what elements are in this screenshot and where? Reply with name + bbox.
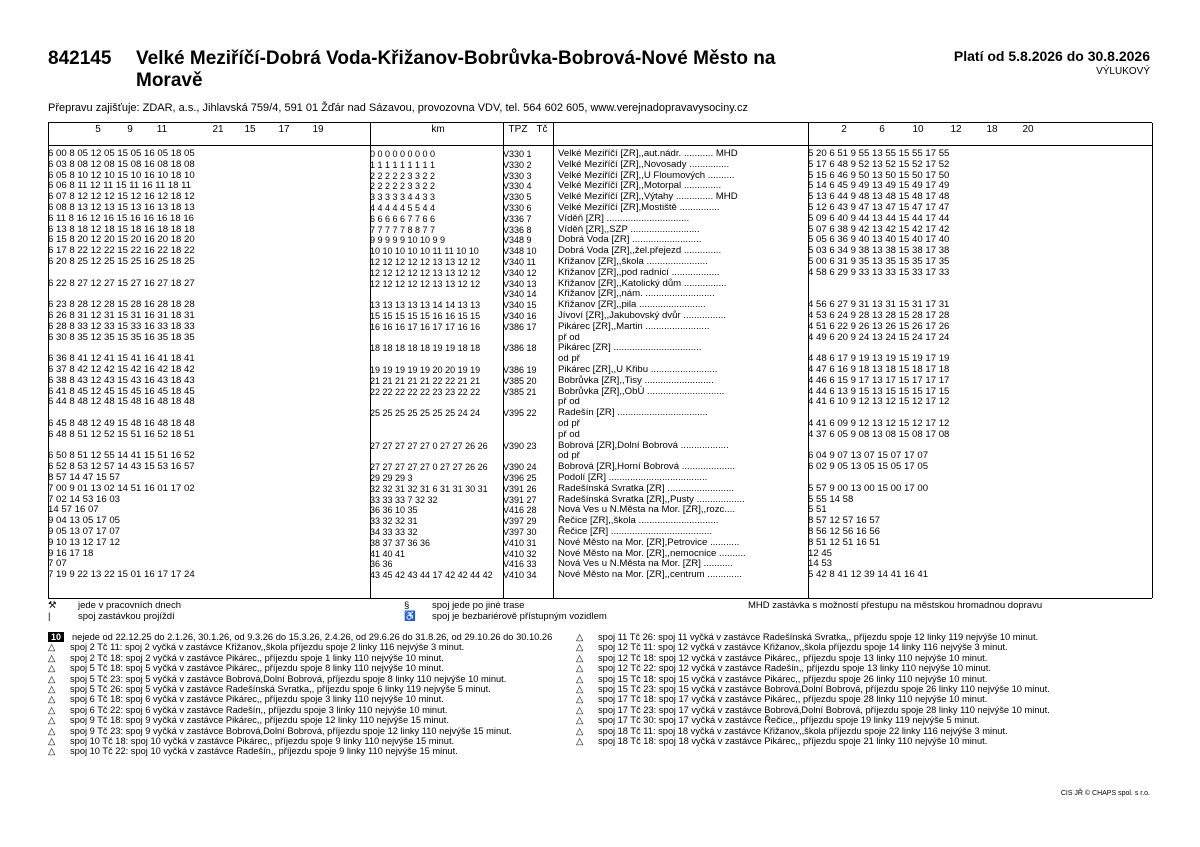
km-values: 33 33 33 7 32 32 [370,494,438,505]
tpz-code: V385 20 [503,375,537,386]
note-text: spoj 18 Tč 18: spoj 18 vyčká v zastávce Pikárec,, příjezdu spoje 21 linky 110 nejvýše 10 minut. [598,736,988,747]
note-item [48,642,568,652]
stop-name: Nová Ves u N.Města na Mor. [ZR] ........... [558,558,733,570]
tpz-code: V340 13 [503,278,537,289]
tpz-code: V330 6 [503,203,532,213]
tpz-code: V410 34 [503,570,537,581]
left-times: 6 37 8 42 12 42 15 42 16 42 18 42 [48,364,195,375]
right-times: 5 14 6 45 9 49 13 49 15 49 17 49 [808,180,950,192]
km-values: 27 27 27 27 27 0 27 27 26 26 [370,462,488,473]
stop-name: Velké Meziříčí [ZR],,Výtahy .............. MHD [558,191,738,203]
note-item [576,715,1096,725]
stop-name: Křižanov [ZR],,pila ......................... [558,299,706,311]
notes-left [48,632,568,757]
stop-row [48,376,1152,387]
note-item [48,705,568,715]
stop-name: od př [558,450,580,462]
stop-name: Křižanov [ZR],,pod radnicí .................. [558,266,720,278]
tpz-code: V336 8 [503,224,532,235]
left-times: 6 41 8 45 12 45 15 45 16 45 18 45 [48,385,195,397]
note-mark: △ [48,736,56,747]
left-times: 6 48 8 51 12 52 15 51 16 52 18 51 [48,428,195,440]
tpz-code: V391 27 [503,494,537,505]
left-times: 6 38 8 43 12 43 15 43 16 43 18 43 [48,374,195,386]
note-item [576,642,1096,652]
left-times: 7 02 14 53 16 03 [48,493,121,505]
note-mark: △ [48,684,56,695]
trip-header-10: 10 [912,124,924,135]
trip-header-20: 20 [1022,124,1034,135]
validity-period: Platí od 5.8.2026 do 30.8.2026 [953,48,1150,64]
tpz-code: V330 4 [503,181,532,192]
note-mark: △ [576,663,584,674]
stop-name: od př [558,353,580,365]
right-times: 4 37 6 05 9 08 13 08 15 08 17 08 [808,428,950,440]
trip-header-17: 17 [278,124,290,135]
notes-right [576,632,1096,746]
km-values: 1 1 1 1 1 1 1 1 1 [370,159,436,170]
stop-row [48,430,1152,441]
left-times: 6 08 8 13 12 13 15 13 16 13 18 13 [48,202,195,213]
stop-name: Bobrůvka [ZR],,ObÚ ............................. [558,385,725,397]
stop-row [48,343,1152,354]
tpz-code: V340 15 [503,300,537,311]
tpz-code: V385 21 [503,386,537,397]
stop-name: Velké Meziříčí [ZR],,U Floumových .......... [558,169,735,181]
stop-row [48,268,1152,279]
carrier-info: Přepravu zajišťuje: ZDAR, a.s., Jihlavská 759/4, 591 01 Žďár nad Sázavou, provozovna VDV, tel. 564 602 605, www.verejnadopravavysociny.cz [48,102,748,114]
note-item [48,694,568,704]
tpz-header: TPZ [508,124,528,135]
km-values: 12 12 12 12 12 13 13 12 12 [370,267,481,278]
right-times: 4 41 6 10 9 12 13 12 15 12 17 12 [808,396,950,408]
note-item [48,653,568,663]
note-text: spoj 17 Tč 23: spoj 17 vyčká v zastávce Bobrová,Dolní Bobrová, příjezdu spoje 28 linky 110 nejvýše 10 minut. [598,704,1050,715]
trip-header-21: 21 [212,124,224,135]
km-values: 21 21 21 21 21 22 22 21 21 [370,375,481,386]
note-mark: △ [48,704,56,715]
right-times: 5 09 6 40 9 44 13 44 15 44 17 44 [808,212,950,224]
right-times: 4 41 6 09 9 12 13 12 15 12 17 12 [808,418,950,429]
right-times: 4 49 6 20 9 24 13 24 15 24 17 24 [808,331,950,343]
right-times: 5 57 9 00 13 00 15 00 17 00 [808,482,929,494]
trip-header-19: 19 [312,124,324,135]
right-times: 5 51 [808,504,827,516]
left-times: 6 22 8 27 12 27 15 27 16 27 18 27 [48,277,195,289]
note-item [576,726,1096,736]
tpz-code: V348 9 [503,235,532,246]
note-text: spoj 12 Tč 11: spoj 12 vyčká v zastávce Křižanov,,škola příjezdu spoje 14 linky 116 nejvýše 3 minut. [598,642,1008,653]
stop-name: Radešínská Svratka [ZR],,Pusty .................. [558,493,745,505]
footer: CIS JŘ © CHAPS spol. s r.o. [1060,790,1150,797]
right-times: 5 07 6 38 9 42 13 42 15 42 17 42 [808,223,950,235]
note-mark: △ [48,642,56,653]
km-values: 18 18 18 18 18 19 19 18 18 [370,343,481,354]
left-times: 6 13 8 18 12 18 15 18 16 18 18 18 [48,223,195,235]
stop-name: Pikárec [ZR],,U Křibu ......................... [558,364,718,375]
note-item [576,653,1096,663]
timetable-grid [48,122,1152,599]
tpz-code: V416 33 [503,559,537,570]
tpz-code: V348 10 [503,246,537,257]
note-item [48,674,568,684]
note-mark: △ [576,632,584,642]
note-mark: △ [576,652,584,663]
km-values: 34 33 33 32 [370,527,418,537]
km-values: 3 3 3 3 3 4 4 3 3 [370,192,436,203]
km-values: 9 9 9 9 9 10 10 9 9 [370,235,446,246]
stop-name: Velké Meziříčí [ZR],Mostiště ............... [558,202,720,213]
right-times: 4 51 6 22 9 26 13 26 15 26 17 26 [808,320,950,332]
stop-name: Křižanov [ZR],,nám. .......................... [558,288,715,300]
right-times: 5 20 6 51 9 55 13 55 15 55 17 55 [808,148,950,159]
other-route-icon: § [404,600,410,611]
page-title: Velké Meziříčí-Dobrá Voda-Křižanov-Bobrůvka-Bobrová-Nové Město na Moravě [136,48,776,91]
tpz-code: V330 2 [503,159,532,170]
trip-header-2: 2 [841,124,847,135]
km-values: 13 13 13 13 13 14 14 13 13 [370,300,481,311]
left-times: 6 28 8 33 12 33 15 33 16 33 18 33 [48,320,195,332]
note-item [576,736,1096,746]
right-times: 4 48 6 17 9 19 13 19 15 19 17 19 [808,353,950,365]
tpz-code: V410 32 [503,548,537,559]
note-item [576,674,1096,684]
trip-header-6: 6 [879,124,885,135]
stop-name: Pikárec [ZR] ................................. [558,342,702,354]
tpz-code: V397 30 [503,527,537,537]
right-times: 5 42 8 41 12 39 14 41 16 41 [808,569,929,581]
right-times: 12 45 [808,547,833,559]
note-item [48,632,568,642]
km-values: 19 19 19 19 19 20 20 19 19 [370,365,481,375]
note-text: spoj 6 Tč 22: spoj 6 vyčká v zastávce Radešín,, příjezdu spoje 3 linky 110 nejvýše 10 minut. [70,704,448,715]
right-times: 4 58 6 29 9 33 13 33 15 33 17 33 [808,266,950,278]
right-times: 4 46 6 15 9 17 13 17 15 17 17 17 [808,374,950,386]
stop-name: Řečice [ZR],,škola .............................. [558,515,719,527]
stop-name: př od [558,428,580,440]
tpz-code: V390 23 [503,440,537,451]
stop-row [48,214,1152,225]
note-text: spoj 6 Tč 18: spoj 6 vyčká v zastávce Pikárec,, příjezdu spoje 3 linky 110 nejvýše 10 minut. [70,694,444,705]
stop-name: Velké Meziříčí [ZR],,Novosady ............... [558,158,730,170]
km-values: 38 37 37 36 36 [370,537,431,548]
note-text: nejede od 22.12.25 do 2.1.26, 30.1.26, od 9.3.26 do 15.3.26, 2.4.26, od 29.6.26 do 31.8.26, od 29.10.26 do 30.10.26 [72,632,553,642]
left-times: 9 05 13 07 17 07 [48,526,121,537]
tpz-code: V340 14 [503,289,537,300]
left-times: 7 07 [48,558,67,570]
km-values: 43 45 42 43 44 17 42 42 44 42 [370,570,493,581]
note-mark: △ [48,746,56,757]
right-times: 4 53 6 24 9 28 13 28 15 28 17 28 [808,310,950,321]
km-values: 4 4 4 4 4 5 5 4 4 [370,203,436,213]
stop-name: od př [558,418,580,429]
stop-name: Podolí [ZR] ..................................... [558,472,708,483]
left-times: 6 11 8 16 12 16 15 16 16 16 18 16 [48,212,194,224]
note-mark: △ [48,725,56,736]
left-times: 6 15 8 20 12 20 15 20 16 20 18 20 [48,234,195,246]
left-times: 8 57 14 47 15 57 [48,472,121,483]
left-times: 9 10 13 12 17 12 [48,536,121,548]
stop-name: Bobrůvka [ZR],,Tisy .......................... [558,374,714,386]
note-item [48,715,568,725]
note-mark: △ [48,715,56,726]
right-times: 4 47 6 16 9 18 13 18 15 18 17 18 [808,364,950,375]
km-values: 10 10 10 10 10 11 11 10 10 [370,246,479,257]
tpz-code: V336 7 [503,213,532,224]
km-values: 29 29 29 3 [370,473,413,483]
right-times: 8 57 12 57 16 57 [808,515,881,527]
tpz-code: V391 26 [503,483,537,494]
trip-header-15: 15 [244,124,256,135]
note-mark: △ [576,725,584,736]
note-item [48,746,568,756]
right-times: 5 55 14 58 [808,493,854,505]
note-text: spoj 5 Tč 26: spoj 5 vyčká v zastávce Radešínská Svratka,, příjezdu spoje 6 linky 119 nejvýše 5 minut. [70,684,491,695]
note-mark: △ [48,673,56,684]
left-times: 6 17 8 22 12 22 15 22 16 22 18 22 [48,245,195,257]
tc-header: Tč [536,124,548,135]
km-values: 2 2 2 2 2 3 3 2 2 [370,181,436,192]
left-times: 6 05 8 10 12 10 15 10 16 10 18 10 [48,169,195,181]
note-item [48,663,568,673]
stop-name: Pikárec [ZR],,Martin ........................ [558,320,710,332]
left-times: 7 19 9 22 13 22 15 01 16 17 17 24 [48,569,195,581]
note-text: spoj 9 Tč 23: spoj 9 vyčká v zastávce Bobrová,Dolní Bobrová, příjezdu spoje 12 linky 110 nejvýše 15 minut. [70,725,512,736]
line-number: 842145 [48,48,112,69]
note-text: spoj 18 Tč 11: spoj 18 vyčká v zastávce Křižanov,,škola příjezdu spoje 22 linky 116 nejvýše 3 minut. [598,725,1008,736]
legend-workdays: jede v pracovních dnech [78,600,181,611]
note-text: spoj 5 Tč 18: spoj 5 vyčká v zastávce Pikárec,, příjezdu spoje 8 linky 110 nejvýše 10 minut. [70,663,444,674]
note-mark: △ [48,652,56,663]
note-text: spoj 9 Tč 18: spoj 9 vyčká v zastávce Pikárec,, příjezdu spoje 12 linky 110 nejvýše 15 minut. [70,715,449,726]
tpz-code: V386 19 [503,365,537,375]
note-text: spoj 17 Tč 30: spoj 17 vyčká v zastávce Řečice,, příjezdu spoje 19 linky 119 nejvýše 5 minut. [598,715,980,726]
stop-name: Nová Ves u N.Města na Mor. [ZR],,rozc.... [558,504,736,516]
note-text: spoj 2 Tč 18: spoj 2 vyčká v zastávce Pikárec,, příjezdu spoje 1 linky 110 nejvýše 10 minut. [70,652,444,663]
km-values: 6 6 6 6 6 7 7 6 6 [370,213,436,224]
stop-row [48,441,1152,452]
stop-row [48,419,1152,430]
tpz-code: V330 1 [503,149,532,159]
stop-name: Nové Město na Mor. [ZR],,centrum ............. [558,569,742,581]
km-values: 12 12 12 12 12 13 13 12 12 [370,278,481,289]
left-times: 7 00 9 01 13 02 14 51 16 01 17 02 [48,482,195,494]
right-times: 8 56 12 56 16 56 [808,526,881,537]
trip-header-9: 9 [127,124,133,135]
stop-name: Velké Meziříčí [ZR],,Motorpal .............. [558,180,722,192]
note-mark: △ [576,704,584,715]
stop-row [48,387,1152,398]
stop-name: Dobrá Voda [ZR] .......................... [558,234,702,246]
km-values: 33 32 32 31 [370,516,418,527]
legend-barrier-free: spoj je bezbariérově přístupným vozidlem [432,611,607,622]
stop-name: př od [558,396,580,408]
right-times: 5 03 6 34 9 38 13 38 15 38 17 38 [808,245,950,257]
right-times: 8 51 12 51 16 51 [808,536,881,548]
note-mark: △ [48,663,56,674]
tpz-code: V410 31 [503,537,537,548]
note-text: spoj 15 Tč 18: spoj 15 vyčká v zastávce Pikárec,, příjezdu spoje 26 linky 110 nejvýše 10 minut. [598,673,988,684]
right-times: 5 13 6 44 9 48 13 48 15 48 17 48 [808,191,950,203]
tpz-code: V340 16 [503,311,537,321]
legend-mhd: MHD zastávka s možností přestupu na městskou hromadnou dopravu [748,600,1043,611]
timetable-kind: VÝLUKOVÝ [1096,66,1150,77]
stop-name: Nové Město na Mor. [ZR],,nemocnice .......... [558,547,746,559]
left-times: 6 03 8 08 12 08 15 08 16 08 18 08 [48,158,195,170]
stop-name: Víděň [ZR] ............................... [558,212,690,224]
stop-name: Křižanov [ZR],,škola ....................... [558,256,708,267]
stop-name: Jívoví [ZR],,Jakubovský dvůr ................ [558,310,726,321]
left-times: 6 20 8 25 12 25 15 25 16 25 18 25 [48,256,195,267]
right-times: 6 04 9 07 13 07 15 07 17 07 [808,450,929,462]
wheelchair-icon: ♿ [404,611,416,622]
pass-through-icon: | [48,611,51,622]
left-times: 6 44 8 48 12 48 15 48 16 48 18 48 [48,396,195,408]
left-times: 9 04 13 05 17 05 [48,515,121,527]
note-text: spoj 12 Tč 18: spoj 12 vyčká v zastávce Pikárec,, příjezdu spoje 13 linky 110 nejvýše 10 minut. [598,652,988,663]
right-times: 5 12 6 43 9 47 13 47 15 47 17 47 [808,202,950,213]
left-times: 6 23 8 28 12 28 15 28 16 28 18 28 [48,299,195,311]
stop-name: Radešínská Svratka [ZR] ......................... [558,482,734,494]
tpz-code: V395 22 [503,408,537,419]
left-times: 6 45 8 48 12 49 15 48 16 48 18 48 [48,418,195,429]
left-times: 6 26 8 31 12 31 15 31 16 31 18 31 [48,310,195,321]
stop-name: Řečice [ZR] ...................................... [558,526,713,537]
note-text: spoj 12 Tč 22: spoj 12 vyčká v zastávce Radešín,, příjezdu spoje 13 linky 110 nejvýše 10 minut. [598,663,991,674]
tpz-code: V340 12 [503,267,537,278]
note-mark: 10 [48,632,64,642]
note-mark: △ [576,673,584,684]
tpz-code: V396 25 [503,473,537,483]
note-item [576,694,1096,704]
trip-header-11: 11 [156,124,168,135]
left-times: 9 16 17 18 [48,547,94,559]
stop-name: Bobrová [ZR],Dolní Bobrová .................. [558,439,729,451]
note-text: spoj 17 Tč 18: spoj 17 vyčká v zastávce Pikárec,, příjezdu spoje 28 linky 110 nejvýše 10 minut. [598,694,988,705]
stop-row [48,538,1152,549]
stop-name: př od [558,331,580,343]
km-values: 7 7 7 7 7 8 8 7 7 [370,224,436,235]
left-times: 6 52 8 53 12 57 14 43 15 53 16 57 [48,461,195,473]
note-mark: △ [576,736,584,747]
stop-name: Víděň [ZR],,SZP .......................... [558,223,700,235]
km-values: 25 25 25 25 25 25 25 24 24 [370,408,481,419]
tpz-code: V340 11 [503,257,536,267]
km-values: 27 27 27 27 27 0 27 27 26 26 [370,440,488,451]
stop-name: Radešín [ZR] .................................. [558,407,708,419]
km-values: 15 15 15 15 15 16 16 15 15 [370,311,481,321]
stop-name: Křižanov [ZR],,Katolický dům ................ [558,277,727,289]
note-item [48,736,568,746]
trip-header-18: 18 [986,124,998,135]
note-item [576,663,1096,673]
trip-header-12: 12 [950,124,962,135]
left-times: 6 06 8 11 12 11 15 11 16 11 18 11 [48,180,192,192]
right-times: 4 44 6 13 9 15 13 15 15 15 17 15 [808,385,950,397]
stop-name: Dobrá Voda [ZR],,žel.přejezd .............. [558,245,722,257]
note-mark: △ [48,694,56,705]
stop-row [48,322,1152,333]
left-times: 14 57 16 07 [48,504,99,516]
note-mark: △ [576,642,584,653]
tpz-code: V390 24 [503,462,537,473]
note-mark: △ [576,684,584,695]
tpz-code: V386 17 [503,321,537,332]
km-values: 2 2 2 2 2 3 3 2 2 [370,170,436,181]
right-times: 5 00 6 31 9 35 13 35 15 35 17 35 [808,256,950,267]
note-text: spoj 10 Tč 18: spoj 10 vyčká v zastávce Pikárec,, příjezdu spoje 9 linky 110 nejvýše 15 minut. [70,736,455,747]
right-times: 6 02 9 05 13 05 15 05 17 05 [808,461,929,473]
trip-header-5: 5 [95,124,101,135]
km-values: 16 16 16 17 16 17 17 16 16 [370,321,481,332]
note-text: spoj 10 Tč 22: spoj 10 vyčká v zastávce Radešín,, příjezdu spoje 9 linky 110 nejvýše 15 minut. [70,746,458,757]
tpz-code: V330 5 [503,192,532,203]
workdays-icon: ⚒ [48,600,57,611]
km-values: 36 36 [370,559,393,570]
stop-name: Bobrová [ZR],Horní Bobrová .................... [558,461,736,473]
right-times: 4 56 6 27 9 31 13 31 15 31 17 31 [808,299,950,311]
note-item [576,632,1096,642]
note-mark: △ [576,694,584,705]
right-times: 5 15 6 46 9 50 13 50 15 50 17 50 [808,169,950,181]
note-text: spoj 2 Tč 11: spoj 2 vyčká v zastávce Křižanov,,škola příjezdu spoje 2 linky 116 nejvýše 3 minut. [70,642,465,653]
km-values: 12 12 12 12 12 13 13 12 12 [370,257,481,267]
note-text: spoj 15 Tč 23: spoj 15 vyčká v zastávce Bobrová,Dolní Bobrová, příjezdu spoje 26 linky 110 nejvýše 10 minut. [598,684,1050,695]
stop-row [48,484,1152,495]
km-values: 36 36 10 35 [370,505,418,516]
km-values: 32 32 31 32 31 6 31 31 30 31 [370,483,488,494]
stop-row [48,408,1152,419]
km-header: km [431,124,445,135]
left-times: 6 36 8 41 12 41 15 41 16 41 18 41 [48,353,195,365]
stop-row [48,570,1152,581]
right-times: 5 05 6 36 9 40 13 40 15 40 17 40 [808,234,950,246]
note-text: spoj 5 Tč 23: spoj 5 vyčká v zastávce Bobrová,Dolní Bobrová, příjezdu spoje 8 linky 110 nejvýše 10 minut. [70,673,507,684]
left-times: 6 50 8 51 12 55 14 41 15 51 16 52 [48,450,195,462]
right-times: 14 53 [808,558,833,570]
note-item [48,726,568,736]
tpz-code: V330 3 [503,170,532,181]
note-item [48,684,568,694]
note-text: spoj 11 Tč 26: spoj 11 vyčká v zastávce Radešínská Svratka,, příjezdu spoje 12 linky 119 nejvýše 10 minut. [598,632,1039,642]
left-times: 6 00 8 05 12 05 15 05 16 05 18 05 [48,148,195,159]
stop-name: Velké Meziříčí [ZR],,aut.nádr. ........... MHD [558,148,738,159]
left-times: 6 30 8 35 12 35 15 35 16 35 18 35 [48,331,195,343]
km-values: 41 40 41 [370,548,406,559]
tpz-code: V386 18 [503,343,537,354]
tpz-code: V416 28 [503,505,537,516]
note-item [576,684,1096,694]
left-times: 6 07 8 12 12 12 15 12 16 12 18 12 [48,191,195,203]
stop-row [48,160,1152,171]
legend-pass-through: spoj zastávkou projíždí [78,611,175,622]
stop-name: Nové Město na Mor. [ZR],Petrovice ........... [558,536,740,548]
km-values: 0 0 0 0 0 0 0 0 0 [370,149,436,159]
legend-other-route: spoj jede po jiné trase [432,600,525,611]
right-times: 5 17 6 48 9 52 13 52 15 52 17 52 [808,158,950,170]
note-item [576,705,1096,715]
km-values: 22 22 22 22 22 23 23 22 22 [370,386,481,397]
note-mark: △ [576,715,584,726]
tpz-code: V397 29 [503,516,537,527]
